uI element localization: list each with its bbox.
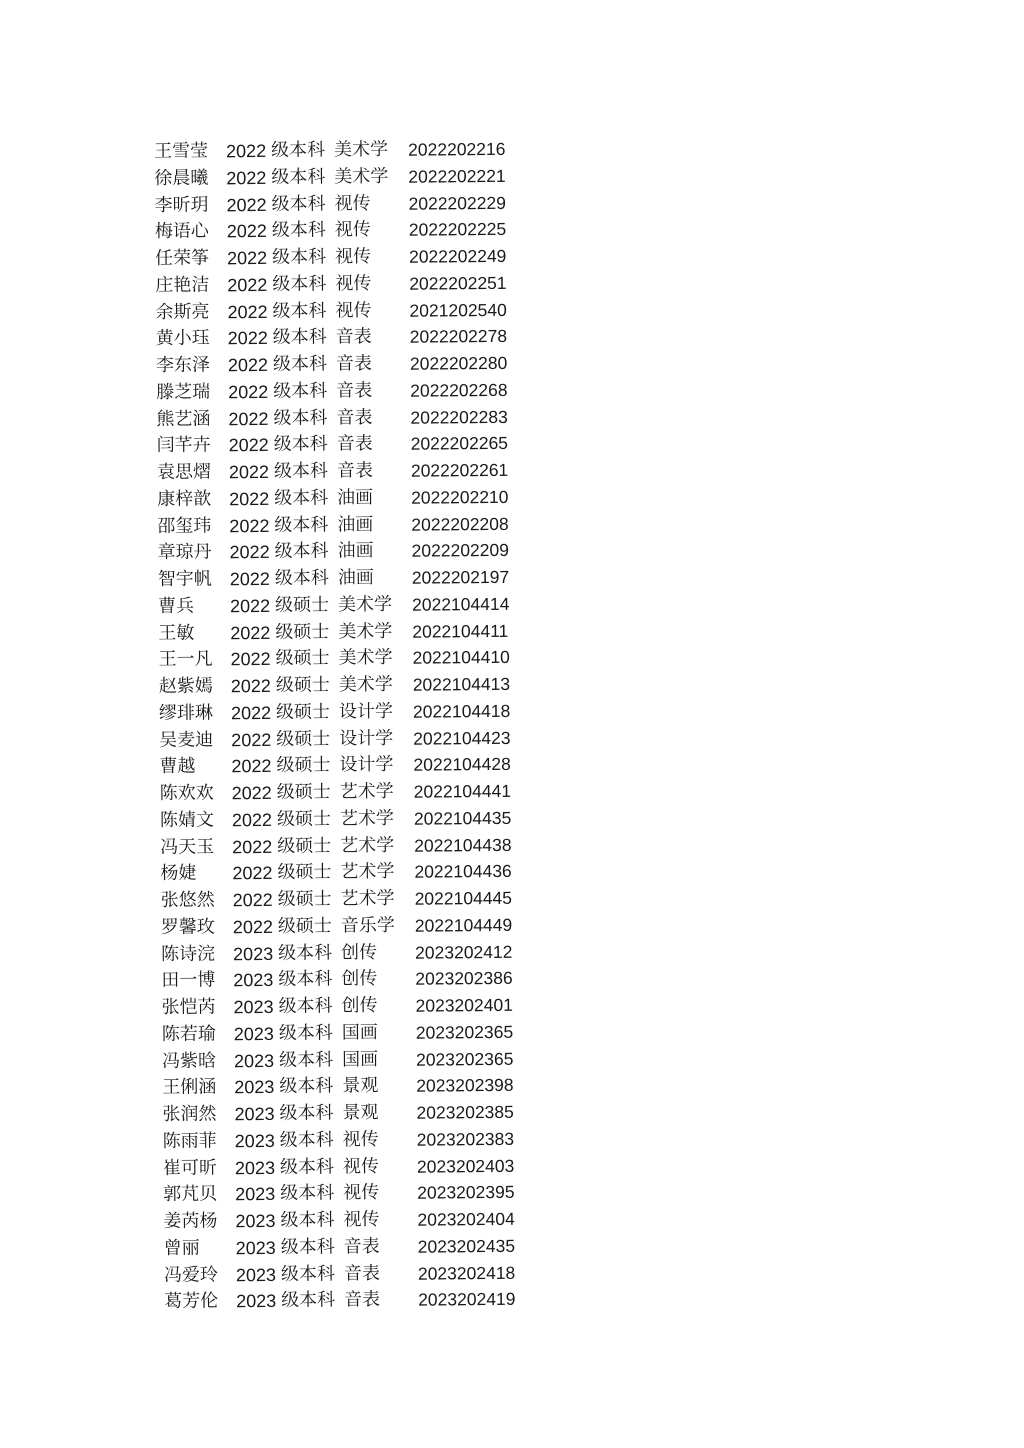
student-name: 梅语心 [154, 220, 209, 243]
student-id: 2022202229 [408, 192, 506, 214]
student-name: 杨婕 [160, 862, 197, 885]
degree-level: 级硕士 [275, 620, 330, 643]
grade-year: 2023 [234, 1077, 275, 1098]
grade-year: 2022 [229, 488, 270, 510]
major: 视传 [334, 192, 371, 214]
major: 艺术学 [340, 861, 395, 883]
grade-year: 2022 [227, 328, 268, 349]
degree-level: 级本科 [271, 166, 326, 188]
major: 创传 [341, 995, 378, 1017]
major: 视传 [335, 272, 372, 295]
list-row [149, 243, 529, 273]
grade-year: 2023 [233, 943, 274, 964]
student-name: 姜芮杨 [163, 1210, 218, 1232]
grade-year: 2022 [232, 916, 274, 938]
degree-level: 级本科 [278, 1022, 333, 1044]
student-id: 2022104414 [411, 593, 510, 615]
degree-level: 级本科 [272, 353, 328, 375]
student-name: 庄艳洁 [155, 274, 210, 296]
major: 设计学 [339, 727, 394, 749]
grade-year: 2022 [230, 675, 271, 697]
degree-level: 级本科 [279, 1129, 334, 1151]
list-row [154, 804, 534, 834]
major: 美术学 [338, 620, 393, 642]
grade-year: 2023 [234, 1103, 275, 1125]
grade-year: 2022 [229, 568, 270, 590]
student-name: 郭芃贝 [163, 1183, 218, 1206]
grade-year: 2023 [234, 1157, 276, 1178]
degree-level: 级硕士 [276, 781, 331, 803]
student-name: 陈若瑜 [161, 1023, 216, 1045]
grade-year: 2022 [229, 595, 271, 617]
list-row [149, 296, 529, 326]
major: 艺术学 [339, 780, 394, 803]
degree-level: 级本科 [274, 487, 329, 509]
degree-level: 级硕士 [276, 808, 332, 830]
student-list [148, 136, 538, 1316]
major: 视传 [342, 1155, 380, 1177]
student-id: 2022104418 [412, 700, 511, 722]
degree-level: 级本科 [278, 995, 333, 1017]
student-id: 2022104411 [412, 620, 509, 642]
student-id: 2022104438 [414, 834, 512, 856]
major: 音表 [336, 460, 373, 482]
major: 视传 [343, 1209, 380, 1231]
major: 音表 [336, 379, 373, 402]
major: 油画 [337, 567, 374, 589]
major: 音表 [336, 433, 373, 455]
grade-year: 2022 [226, 194, 267, 215]
student-name: 曾丽 [163, 1237, 200, 1259]
student-name: 闫芊卉 [156, 434, 211, 457]
list-row [153, 724, 533, 754]
student-name: 邵玺玮 [157, 514, 212, 537]
student-id: 2022202208 [411, 513, 509, 535]
major: 美术学 [337, 593, 393, 616]
major: 美术学 [334, 165, 389, 188]
list-row [155, 911, 535, 941]
list-row [152, 590, 532, 620]
list-row [152, 564, 532, 594]
list-row [150, 350, 530, 380]
student-name: 任荣筝 [154, 247, 210, 269]
grade-year: 2022 [232, 863, 273, 884]
grade-year: 2022 [231, 729, 272, 750]
student-id: 2022202209 [411, 540, 510, 561]
student-name: 冯爱玲 [163, 1263, 219, 1286]
degree-level: 级硕士 [275, 647, 330, 670]
list-row [154, 778, 534, 808]
student-id: 2022202221 [408, 165, 506, 187]
student-id: 2022202251 [409, 272, 507, 294]
student-name: 陈婧文 [159, 809, 215, 831]
student-id: 2022202249 [408, 245, 507, 267]
major: 视传 [343, 1182, 380, 1204]
grade-year: 2022 [228, 461, 270, 483]
student-id: 2022202261 [410, 459, 509, 481]
student-id: 2023202395 [417, 1182, 515, 1203]
list-row [158, 1232, 538, 1262]
grade-year: 2022 [227, 274, 268, 296]
degree-level: 级本科 [273, 406, 328, 429]
student-id: 2022202283 [410, 406, 508, 428]
degree-level: 级硕士 [277, 915, 332, 937]
major: 油画 [337, 513, 374, 535]
grade-year: 2022 [226, 167, 267, 189]
grade-year: 2022 [227, 301, 268, 322]
major: 艺术学 [339, 807, 395, 830]
grade-year: 2022 [226, 247, 268, 269]
student-id: 2022202197 [411, 566, 510, 588]
degree-level: 级本科 [281, 1289, 336, 1312]
list-row [156, 1072, 536, 1102]
list-row [150, 323, 530, 353]
degree-level: 级本科 [272, 326, 327, 349]
student-name: 黄小珏 [155, 327, 210, 350]
major: 设计学 [338, 700, 394, 723]
grade-year: 2022 [228, 435, 269, 456]
major: 艺术学 [340, 834, 395, 856]
grade-year: 2023 [233, 1023, 274, 1045]
degree-level: 级本科 [272, 299, 327, 322]
degree-level: 级本科 [280, 1182, 335, 1205]
student-name: 王一凡 [158, 648, 213, 671]
student-id: 2022104441 [413, 780, 512, 802]
major: 景观 [342, 1102, 379, 1124]
major: 美术学 [334, 138, 389, 161]
grade-year: 2023 [236, 1291, 277, 1312]
grade-year: 2023 [234, 1130, 275, 1152]
grade-year: 2022 [229, 542, 270, 563]
student-id: 2022202225 [408, 219, 507, 240]
list-row [157, 1125, 537, 1155]
grade-year: 2023 [235, 1237, 276, 1259]
major: 国画 [341, 1048, 379, 1070]
list-row [155, 938, 535, 968]
list-row [150, 403, 530, 433]
student-id: 2022104449 [414, 914, 513, 936]
student-name: 章琼丹 [157, 541, 212, 564]
major: 视传 [335, 299, 372, 321]
grade-year: 2022 [230, 622, 271, 643]
student-id: 2022104410 [412, 647, 510, 668]
degree-level: 级本科 [278, 941, 333, 964]
major: 视传 [334, 246, 372, 268]
major: 设计学 [339, 754, 394, 776]
grade-year: 2022 [226, 221, 267, 242]
grade-year: 2023 [235, 1184, 276, 1205]
degree-level: 级本科 [274, 540, 329, 563]
major: 国画 [341, 1021, 378, 1044]
student-name: 张恺芮 [161, 996, 216, 1018]
major: 油画 [337, 540, 374, 562]
student-name: 冯天玉 [160, 835, 215, 858]
list-row [148, 136, 528, 166]
student-name: 智宇帆 [157, 568, 212, 590]
list-row [156, 1045, 536, 1075]
list-row [151, 430, 531, 460]
degree-level: 级本科 [274, 513, 329, 536]
student-name: 余斯亮 [155, 300, 210, 323]
grade-year: 2022 [228, 408, 269, 429]
degree-level: 级硕士 [274, 594, 330, 616]
degree-level: 级本科 [273, 460, 328, 482]
student-id: 2022104436 [414, 861, 512, 882]
major: 视传 [342, 1128, 379, 1151]
list-row [155, 965, 535, 995]
student-id: 2023202403 [416, 1155, 515, 1177]
list-row [153, 697, 533, 727]
degree-level: 级本科 [273, 433, 328, 456]
student-id: 2022202216 [408, 138, 506, 160]
student-id: 2022202268 [410, 379, 508, 401]
student-name: 熊艺涵 [156, 407, 211, 430]
list-row [150, 376, 530, 406]
list-row [157, 1206, 537, 1236]
grade-year: 2022 [230, 649, 271, 670]
degree-level: 级本科 [278, 968, 333, 991]
student-id: 2023202435 [417, 1235, 516, 1257]
grade-year: 2023 [233, 970, 274, 991]
list-row [152, 617, 532, 647]
student-id: 2022202265 [410, 433, 509, 454]
list-row [151, 483, 531, 513]
major: 艺术学 [340, 887, 395, 910]
degree-level: 级本科 [279, 1075, 334, 1098]
degree-level: 级本科 [280, 1236, 335, 1258]
list-row [149, 216, 529, 246]
list-row [156, 1018, 536, 1048]
student-id: 2022202278 [409, 326, 508, 347]
major: 美术学 [338, 647, 393, 669]
degree-level: 级硕士 [275, 674, 330, 696]
student-name: 王雪莹 [154, 140, 209, 162]
grade-year: 2022 [228, 381, 269, 403]
grade-year: 2022 [230, 702, 272, 724]
student-name: 罗馨玫 [160, 916, 215, 938]
student-id: 2022202210 [411, 486, 509, 508]
grade-year: 2023 [235, 1264, 277, 1285]
major: 视传 [334, 219, 371, 241]
degree-level: 级硕士 [277, 888, 332, 910]
degree-level: 级硕士 [277, 861, 332, 884]
list-row [149, 269, 529, 299]
student-name: 张润然 [162, 1103, 217, 1125]
major: 创传 [341, 941, 378, 963]
major: 音表 [335, 353, 373, 375]
grade-year: 2022 [229, 515, 270, 536]
list-row [154, 858, 534, 888]
degree-level: 级本科 [280, 1209, 335, 1231]
degree-level: 级硕士 [276, 754, 331, 777]
list-row [157, 1152, 537, 1182]
student-id: 2023202412 [415, 941, 513, 963]
student-name: 陈雨菲 [162, 1130, 217, 1152]
list-row [158, 1259, 538, 1289]
degree-level: 级本科 [279, 1155, 335, 1178]
degree-level: 级硕士 [275, 701, 331, 723]
student-name: 缪琲琳 [158, 702, 214, 724]
student-name: 葛芳伦 [164, 1290, 219, 1313]
student-name: 田一博 [161, 969, 216, 992]
student-name: 陈欢欢 [159, 782, 214, 804]
major: 音表 [335, 326, 372, 348]
degree-level: 级本科 [280, 1262, 335, 1285]
major: 创传 [341, 968, 378, 990]
student-name: 李昕玥 [154, 193, 209, 216]
student-id: 2023202418 [417, 1262, 516, 1284]
degree-level: 级本科 [278, 1048, 334, 1071]
degree-level: 级本科 [271, 246, 327, 268]
student-name: 曹兵 [157, 595, 195, 617]
grade-year: 2023 [233, 996, 274, 1018]
student-id: 2022104435 [413, 807, 512, 829]
degree-level: 级本科 [271, 219, 326, 242]
student-id: 2022104423 [413, 727, 511, 749]
student-name: 王敏 [158, 622, 195, 644]
list-row [148, 189, 528, 219]
student-id: 2023202401 [415, 994, 513, 1016]
degree-level: 级本科 [271, 139, 326, 161]
degree-level: 级本科 [272, 273, 327, 295]
list-row [151, 457, 531, 487]
list-row [157, 1179, 537, 1209]
student-id: 2022104428 [413, 754, 511, 775]
student-name: 滕芝瑞 [156, 381, 211, 403]
student-id: 2022202280 [409, 352, 508, 374]
student-name: 曹越 [159, 755, 196, 778]
list-row [154, 831, 534, 861]
degree-level: 级本科 [271, 192, 326, 215]
list-row [155, 885, 535, 915]
student-name: 崔可昕 [162, 1156, 218, 1179]
degree-level: 级本科 [274, 567, 329, 589]
student-name: 陈诗浣 [161, 942, 216, 965]
student-id: 2021202540 [409, 299, 507, 321]
grade-year: 2023 [235, 1210, 276, 1232]
student-id: 2023202385 [416, 1101, 514, 1123]
student-name: 张悠然 [160, 889, 215, 911]
student-id: 2023202419 [418, 1289, 516, 1310]
list-row [152, 644, 532, 674]
student-id: 2023202386 [415, 968, 513, 989]
list-row [151, 510, 531, 540]
degree-level: 级本科 [279, 1102, 334, 1124]
student-id: 2023202404 [417, 1208, 515, 1230]
student-id: 2022104413 [412, 673, 511, 695]
student-name: 吴麦迪 [159, 728, 214, 751]
student-id: 2023202383 [416, 1128, 515, 1150]
major: 美术学 [338, 673, 393, 696]
list-row [156, 1099, 536, 1129]
degree-level: 级本科 [273, 380, 328, 402]
student-name: 袁思熠 [156, 461, 211, 483]
list-row [152, 537, 532, 567]
student-name: 冯紫晗 [161, 1049, 217, 1072]
grade-year: 2022 [231, 809, 273, 831]
major: 音表 [343, 1235, 380, 1258]
list-row [155, 992, 535, 1022]
grade-year: 2022 [226, 140, 267, 162]
degree-level: 级硕士 [276, 727, 331, 750]
grade-year: 2022 [232, 836, 273, 857]
student-name: 李东泽 [155, 354, 211, 376]
student-id: 2022104445 [414, 887, 513, 909]
list-row [153, 751, 533, 781]
list-row [153, 671, 533, 701]
student-name: 徐晨曦 [154, 167, 209, 189]
list-row [148, 162, 528, 192]
grade-year: 2022 [231, 782, 272, 804]
major: 音表 [343, 1262, 380, 1284]
grade-year: 2022 [231, 756, 272, 777]
major: 音表 [336, 406, 373, 428]
grade-year: 2023 [233, 1050, 275, 1071]
major: 音表 [344, 1289, 381, 1311]
degree-level: 级硕士 [277, 834, 332, 857]
list-row [158, 1286, 538, 1316]
student-id: 2023202398 [416, 1075, 514, 1096]
major: 景观 [342, 1075, 379, 1097]
student-name: 赵紫嫣 [158, 675, 213, 697]
major: 音乐学 [340, 914, 395, 937]
grade-year: 2022 [227, 354, 269, 376]
student-name: 康梓歆 [157, 488, 212, 510]
major: 油画 [337, 486, 374, 509]
student-id: 2023202365 [415, 1021, 514, 1043]
student-name: 王俐涵 [162, 1076, 217, 1099]
student-id: 2023202365 [415, 1048, 514, 1070]
grade-year: 2022 [232, 889, 273, 911]
